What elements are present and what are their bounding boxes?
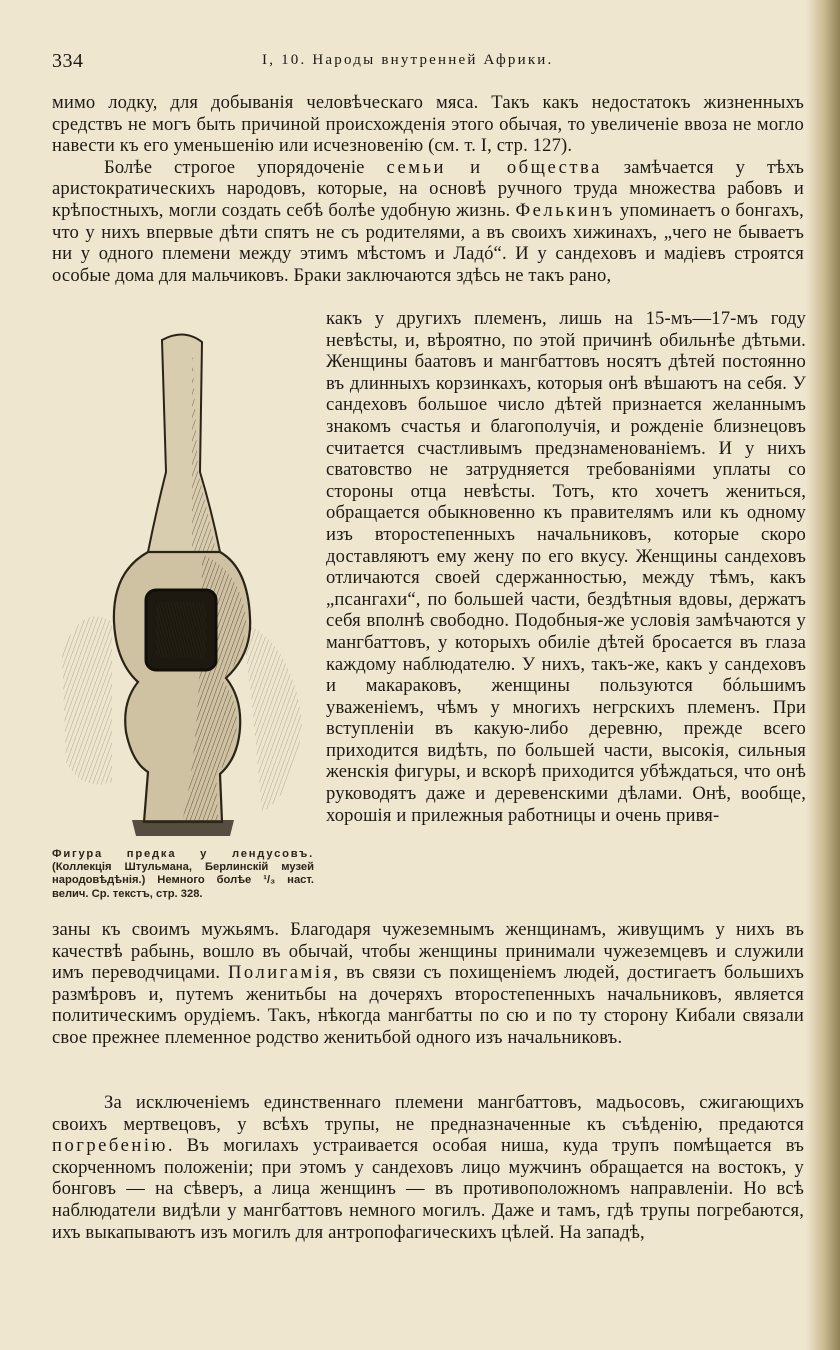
caption-title: Фигура предка у лендусовъ. [52,848,314,860]
caption-text: (Коллекція Штульмана, Берлинскій музей народовѣдѣнія.) Немного болѣе ¹/₃ наст. велич. Ср. текстъ, стр. 328. [52,861,314,900]
running-title: I, 10. Народы внутренней Африки. [262,52,554,68]
paragraph-burial [52,1092,804,1243]
text-column-beside-figure [326,308,806,826]
ancestor-figure-icon [52,322,314,842]
paragraph-family-society [52,157,804,287]
page-number: 334 [52,50,84,72]
text-run: замѣчается у тѣхъ аристократическихъ народовъ, которые, на основѣ ручного труда множества рабовъ и крѣпостныхъ, могли создать себѣ болѣе удобную жизнь. [52,156,804,221]
text-run: За исключеніемъ единственнаго племени мангбаттовъ, мадьосовъ, сжигающихъ своихъ мертвецовъ, у всѣхъ трупы, не предназначенные къ съѣденію, предаются [52,1092,804,1135]
text-run: Болѣе строгое упорядоченіе [104,156,387,178]
text-block-top [52,92,804,286]
text-run: упоминаетъ о бонгахъ, что у нихъ впервые дѣти спятъ не съ родителями, а въ своихъ хижинахъ, „чего не бываетъ ни у одного племени между этимъ мѣстомъ и Ладó“. И у сандеховъ и мадіевъ строятся особые дома для мальчиковъ. Браки заключаются здѣсь не такъ рано, [52,199,804,286]
text-run: . Въ могилахъ устраивается особая ниша, куда трупъ помѣщается въ скорченномъ положеніи; при этомъ у сандеховъ лицо мужчинъ обращается на востокъ, у бонговъ — на сѣверъ, а лица женщинъ — въ противоположномъ направленіи. Но всѣ наблюдатели видѣли у мангбаттовъ немного могилъ. Даже и тамъ, гдѣ трупы погребаются, ихъ выкапываютъ изъ могилъ для антропофагическихъ цѣлей. На западѣ, [52,1135,804,1243]
text-block-bottom [52,919,804,1049]
text-run: , въ связи съ похищеніемъ людей, достигаетъ большихъ размѣровъ и, путемъ женитьбы на дочеряхъ второстепенныхъ начальниковъ, является политическимъ орудіемъ. Такъ, нѣкогда мангбатты по сю и по ту сторону Кибали связали свое прежнее племенное родство женитьбой одного изъ начальниковъ. [52,962,804,1048]
spaced-term-polygamy: Полигамія [227,962,334,984]
page-header [52,50,800,76]
text-run: заны къ своимъ мужьямъ. Благодаря чужеземнымъ женщинамъ, живущимъ у нихъ въ качествѣ рабынь, вошло въ обычай, чтобы женщины принимали чужеземцевъ и служили имъ переводчицами. [52,919,804,984]
ancestor-figure-illustration [52,322,314,842]
paragraph-polygamy [52,919,804,1049]
spaced-term-burial: погребенію [52,1135,168,1157]
spaced-term-family: семьи и общества [386,156,602,178]
spaced-name-felkin: Фелькинъ [515,199,615,221]
paragraph-column: какъ у другихъ племенъ, лишь на 15-мъ—17-мъ году невѣсты, и, вѣроятно, по этой причинѣ обильнѣе дѣтьми. Женщины баатовъ и мангбаттовъ носятъ дѣтей постоянно въ длинныхъ корзинкахъ, которыя онѣ вѣшаютъ на себя. У сандеховъ большое число дѣтей признается желаннымъ знакомъ счастья и благополучія, и рожденіе близнецовъ считается счастливымъ предзнаменованіемъ. И у нихъ сватовство не затрудняется требованіями уплаты со стороны отца невѣсты. Тотъ, кто хочетъ жениться, обращается обыкновенно къ правителямъ или къ одному изъ второстепенныхъ начальниковъ, которые скоро доставляютъ ему жену по его вкусу. Женщины сандеховъ отличаются своей сдержанностью, между тѣмъ, какъ „псангахи“, по большей части, бездѣтныя вдовы, держатъ себя вполнѣ свободно. Подобныя-же условія замѣчаются у мангбаттовъ, у которыхъ обиліе дѣтей бросается въ глаза каждому наблюдателю. У нихъ, такъ-же, какъ у сандеховъ и макараковъ, женщины пользуются бóльшимъ уваженіемъ, чѣмъ у многихъ негрскихъ племенъ. При вступленіи въ какую-либо деревню, прежде всего приходится видѣть, по большей части, высокія, сильныя женскія фигуры, и вскорѣ приходится убѣждаться, что онѣ руководятъ даже и деревенскими дѣлами. Онѣ, вообще, хорошія и прилежныя работницы и очень привя- [326,308,806,826]
page-edge-shadow [806,0,840,1350]
text-block-burial [52,1092,804,1243]
figure-caption [52,848,314,901]
paragraph-continuation: мимо лодку, для добыванія человѣческаго мяса. Такъ какъ недостатокъ жизненныхъ средствъ не могъ быть причиной происхожденія этого обычая, то увеличеніе ввоза не могло навести къ его уменьшенію или исчезновенію (см. т. I, стр. 127). [52,92,804,157]
